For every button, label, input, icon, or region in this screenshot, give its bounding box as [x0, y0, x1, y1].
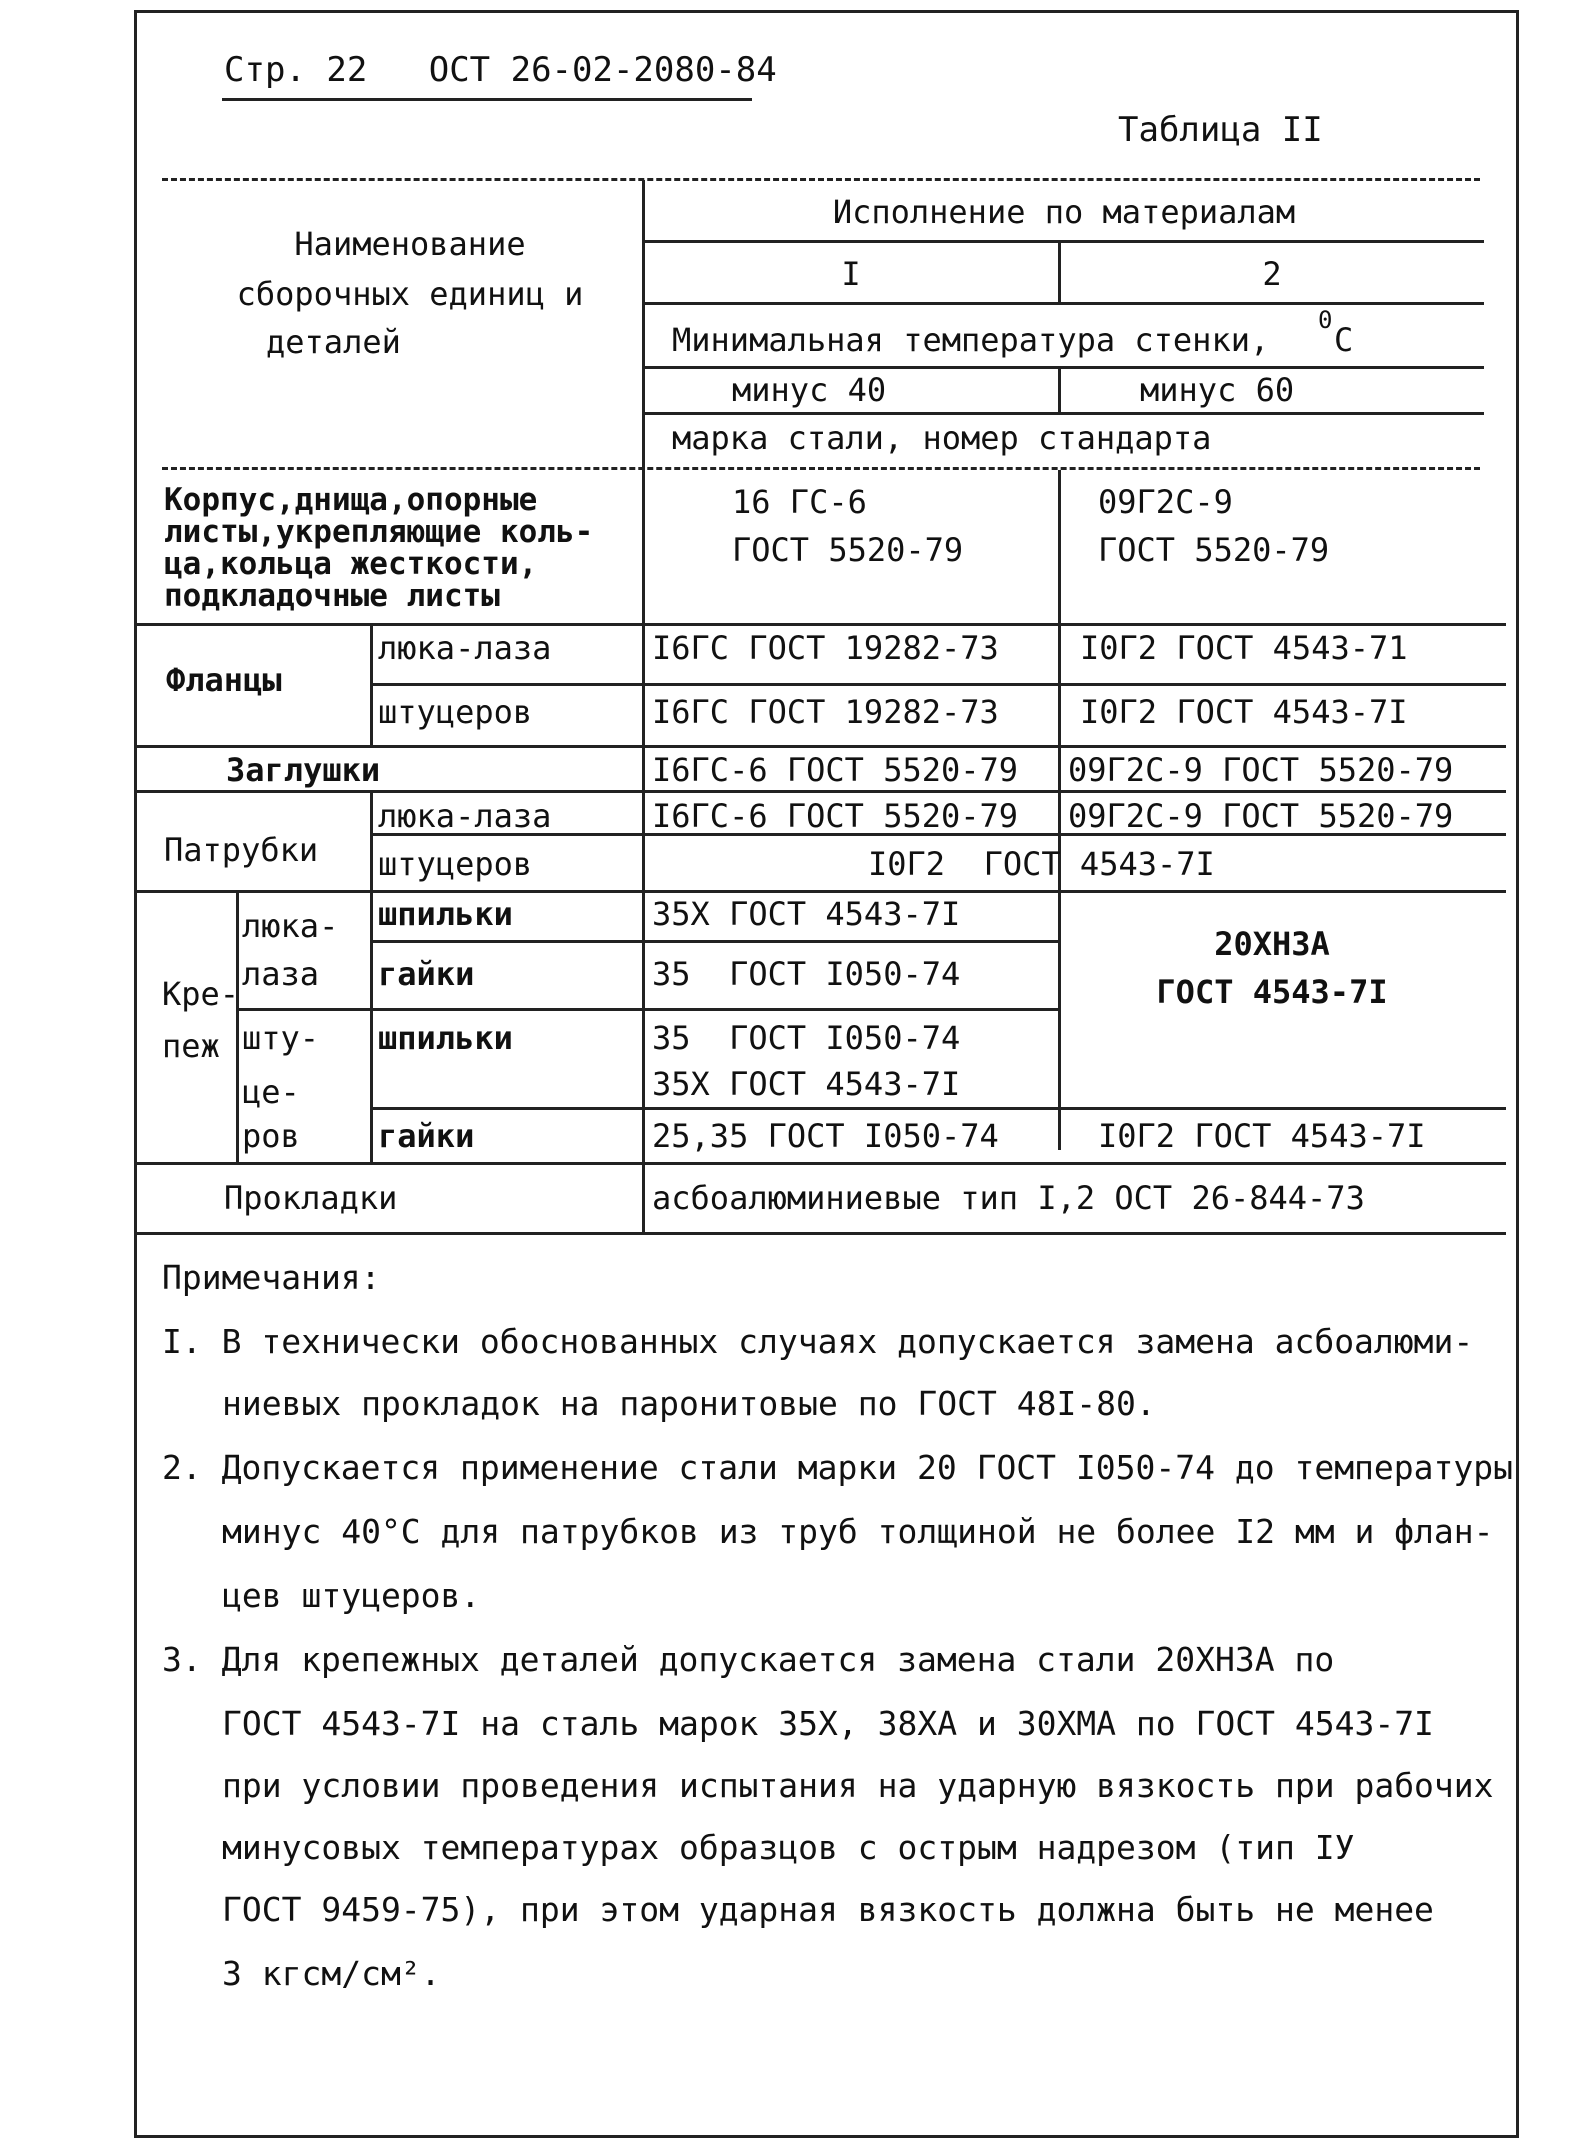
row-body-v1-a: 16 ГС-6 — [732, 483, 867, 521]
row-fasteners-name-1: Кре- — [162, 975, 240, 1013]
row-pipes-name: Патрубки — [164, 831, 319, 869]
row-pipes-sub2: штуцеров — [378, 845, 533, 883]
temp-1: минус 40 — [732, 371, 887, 409]
fasteners-g1-studs: шпильки — [378, 895, 513, 933]
fasteners-g1-nuts: гайки — [378, 955, 475, 993]
rule — [644, 366, 1484, 369]
row-pipes-sub1: люка-лаза — [378, 797, 552, 835]
page-header — [224, 50, 777, 90]
temp-2: минус 60 — [1140, 371, 1295, 409]
rule — [1058, 368, 1061, 414]
notes-title: Примечания: — [162, 1258, 381, 1297]
rule — [370, 892, 373, 1164]
row-plugs-name: Заглушки — [226, 751, 381, 789]
note-line: ГОСТ 4543-7I на сталь марок 35Х, 38ХА и 30ХМА по ГОСТ 4543-7I — [222, 1704, 1434, 1743]
note-line: 3. Для крепежных деталей допускается замена стали 20ХН3А по — [162, 1640, 1335, 1679]
fasteners-g2-nuts-v1: 25,35 ГОСТ I050-74 — [652, 1117, 999, 1155]
standard-number: ОСТ 26-02-2080-84 — [428, 50, 777, 90]
fasteners-group1-b: лаза — [242, 955, 320, 993]
row-body-name-line: листы,укрепляющие коль- — [164, 514, 594, 550]
col-header-name-3: деталей — [266, 323, 401, 361]
fasteners-g1-v2-b: ГОСТ 4543-7I — [1156, 973, 1388, 1011]
row-fasteners-name-2: пеж — [162, 1027, 220, 1065]
row-body-v2-a: 09Г2С-9 — [1098, 483, 1233, 521]
row-gaskets-name: Прокладки — [224, 1179, 398, 1217]
rule — [370, 625, 373, 747]
rule — [372, 683, 1506, 686]
min-temp-label: Минимальная температура стенки, — [672, 321, 1270, 359]
fasteners-group2-c: ров — [242, 1117, 300, 1155]
rule — [370, 792, 373, 892]
header-underline — [222, 98, 752, 101]
row-body-name-line: подкладочные листы — [164, 578, 500, 614]
rule — [134, 1232, 1506, 1235]
fasteners-group2-b: це- — [242, 1073, 300, 1111]
fasteners-g2-nuts-v2: I0Г2 ГОСТ 4543-7I — [1098, 1117, 1426, 1155]
row-flanges-sub2-v2: I0Г2 ГОСТ 4543-7I — [1080, 693, 1408, 731]
rule — [372, 1107, 1506, 1110]
rule — [134, 623, 1506, 626]
rule — [236, 892, 239, 1164]
rule — [236, 1008, 1058, 1011]
min-temp-unit: С — [1334, 321, 1354, 359]
row-flanges-sub1-v2: I0Г2 ГОСТ 4543-71 — [1080, 629, 1408, 667]
note-line: ниевых прокладок на паронитовые по ГОСТ 48I-80. — [222, 1384, 1156, 1423]
col-divider-main — [642, 180, 645, 1235]
row-flanges-sub1-v1: I6ГС ГОСТ 19282-73 — [652, 629, 999, 667]
note-line: I. В технически обоснованных случаях допускается замена асбоалюми- — [162, 1322, 1474, 1361]
execution-header: Исполнение по материалам — [832, 193, 1296, 231]
row-gaskets-v: асбоалюминиевые тип I,2 ОСТ 26-844-73 — [652, 1179, 1365, 1217]
rule — [644, 302, 1484, 305]
execution-2: 2 — [1262, 255, 1282, 293]
note-line: 2. Допускается применение стали марки 20 ГОСТ I050-74 до температуры — [162, 1448, 1514, 1487]
table-top-rule — [162, 178, 1480, 181]
page-number: Стр. 22 — [224, 50, 368, 90]
fasteners-g1-v2-a: 20ХН3А — [1214, 925, 1330, 963]
row-pipes-sub1-v1: I6ГС-6 ГОСТ 5520-79 — [652, 797, 1019, 835]
rule — [644, 412, 1484, 415]
rule — [134, 1162, 1506, 1165]
row-body-v2-b: ГОСТ 5520-79 — [1098, 531, 1330, 569]
rule — [134, 890, 1506, 893]
fasteners-group1-a: люка- — [242, 907, 339, 945]
col-header-name-2: сборочных единиц и — [236, 275, 584, 313]
col-header-name-1: Наименование — [294, 225, 526, 263]
rule — [644, 240, 1484, 243]
row-flanges-sub2-v1: I6ГС ГОСТ 19282-73 — [652, 693, 999, 731]
row-pipes-sub2-v: I0Г2 ГОСТ 4543-7I — [868, 845, 1215, 883]
note-line: минусовых температурах образцов с острым надрезом (тип IУ — [222, 1828, 1355, 1867]
fasteners-g2-studs: шпильки — [378, 1019, 513, 1057]
row-pipes-sub1-v2: 09Г2С-9 ГОСТ 5520-79 — [1068, 797, 1454, 835]
degree-sup: 0 — [1318, 306, 1333, 334]
row-body-name — [164, 484, 593, 612]
rule — [372, 940, 1058, 943]
table-number: Таблица II — [1118, 110, 1323, 150]
note-line: при условии проведения испытания на ударную вязкость при рабочих — [222, 1766, 1494, 1805]
note-line: ГОСТ 9459-75), при этом ударная вязкость должна быть не менее — [222, 1890, 1434, 1929]
rule — [1058, 470, 1061, 1150]
note-line: минус 40°С для патрубков из труб толщиной не более I2 мм и флан- — [222, 1512, 1494, 1551]
row-flanges-sub2: штуцеров — [378, 693, 533, 731]
fasteners-g2-studs-v1-b: 35Х ГОСТ 4543-7I — [652, 1065, 961, 1103]
note-line: цев штуцеров. — [222, 1576, 481, 1615]
row-body-name-line: ца,кольца жесткости, — [164, 546, 538, 582]
row-body-v1-b: ГОСТ 5520-79 — [732, 531, 964, 569]
fasteners-g2-studs-v1-a: 35 ГОСТ I050-74 — [652, 1019, 961, 1057]
row-flanges-name: Фланцы — [166, 661, 282, 699]
row-flanges-sub1: люка-лаза — [378, 629, 552, 667]
header-bottom-rule — [162, 467, 1480, 470]
fasteners-group2-a: шту- — [242, 1019, 320, 1057]
note-line: 3 кгсм/см². — [222, 1954, 441, 1993]
fasteners-g1-nuts-v1: 35 ГОСТ I050-74 — [652, 955, 961, 993]
rule — [134, 745, 1506, 748]
execution-1: I — [841, 255, 861, 293]
row-plugs-v1: I6ГС-6 ГОСТ 5520-79 — [652, 751, 1019, 789]
row-body-name-line: Корпус,днища,опорные — [164, 482, 538, 518]
fasteners-g2-nuts: гайки — [378, 1117, 475, 1155]
steel-label: марка стали, номер стандарта — [672, 419, 1212, 457]
row-plugs-v2: 09Г2С-9 ГОСТ 5520-79 — [1068, 751, 1454, 789]
fasteners-g1-studs-v1: 35Х ГОСТ 4543-7I — [652, 895, 961, 933]
rule — [134, 790, 1506, 793]
